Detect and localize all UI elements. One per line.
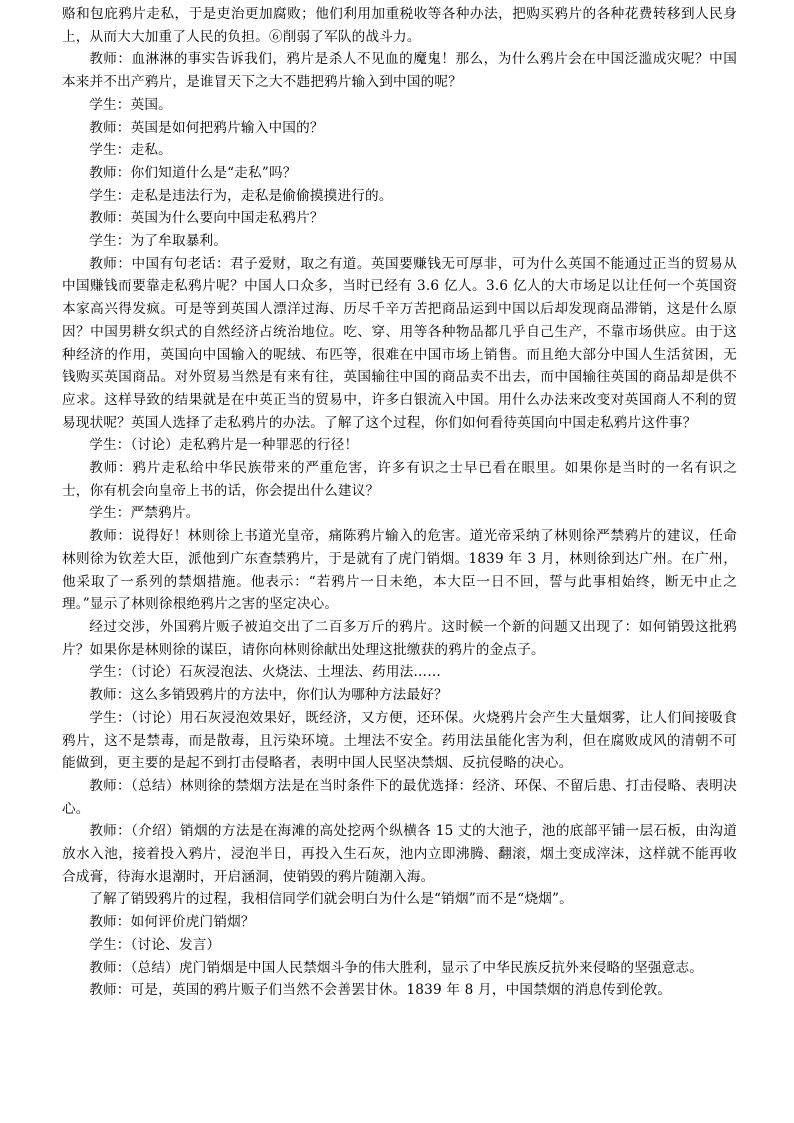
- paragraph-20: 教师：（介绍）销烟的方法是在海滩的高处挖两个纵横各 15 丈的大池子，池的底部平铺一层石板，由沟道放水入池，接着投入鸦片，浸泡半日，再投入生石灰，池内立即沸腾、翻滚，烟土变成滓沫，这样就不能再收合成膏，待海水退潮时，开启涵洞，使销毁的鸦片随潮入海。: [62, 823, 737, 885]
- paragraph-15: 经过交涉，外国鸦片贩子被迫交出了二百多万斤的鸦片。这时候一个新的问题又出现了：如何销毁这批鸦片？如果你是林则徐的谋臣，请你向林则徐献出处理这批缴获的鸦片的金点子。: [62, 618, 737, 658]
- paragraph-3: 学生：英国。: [89, 96, 172, 113]
- paragraph-2: 教师：血淋淋的事实告诉我们，鸦片是杀人不见血的魔鬼！那么，为什么鸦片会在中国泛滥成灾呢？中国本来并不出产鸦片，是谁冒天下之大不韪把鸦片输入到中国的呢？: [62, 51, 737, 91]
- paragraph-11: 学生：（讨论）走私鸦片是一种罪恶的行径！: [89, 437, 359, 454]
- paragraph-13: 学生：严禁鸦片。: [89, 505, 200, 522]
- paragraph-4: 教师：英国是如何把鸦片输入中国的？: [89, 119, 324, 136]
- paragraph-1: 赂和包庇鸦片走私，于是吏治更加腐败；他们利用加重税收等各种办法，把购买鸦片的各种花费转移到人民身上，从而大大加重了人民的负担。⑥削弱了军队的战斗力。: [62, 6, 737, 45]
- paragraph-7: 学生：走私是违法行为，走私是偷偷摸摸进行的。: [89, 187, 393, 204]
- paragraph-12: 教师：鸦片走私给中华民族带来的严重危害，许多有识之士早已看在眼里。如果你是当时的一名有识之士，你有机会向皇帝上书的话，你会提出什么建议？: [62, 460, 737, 499]
- document-page: [62, 3, 737, 1002]
- paragraph-5: 学生：走私。: [89, 142, 172, 159]
- paragraph-16: 学生：（讨论）石灰浸泡法、火烧法、土埋法、药用法……: [89, 664, 442, 681]
- paragraph-23: 学生：（讨论、发言）: [89, 936, 221, 953]
- paragraph-18: 学生：（讨论）用石灰浸泡效果好，既经济，又方便，还环保。火烧鸦片会产生大量烟雾，让人们间接吸食鸦片，这不是禁毒，而是散毒，且污染环境。土埋法不安全。药用法虽能化害为利，但在腐败成风的清朝不可能做到，更主要的是起不到打击侵略者，表明中国人民坚决禁烟、反抗侵略的决心。: [62, 709, 737, 772]
- paragraph-14: 教师：说得好！林则徐上书道光皇帝，痛陈鸦片输入的危害。道光帝采纳了林则徐严禁鸦片的建议，任命林则徐为钦差大臣，派他到广东查禁鸦片，于是就有了虎门销烟。1839 年 3 月，林则徐到达广州。在广州，他采取了一系列的禁烟措施。他表示：“若鸦片一日未绝，本大臣一日不回，誓与此事相始终，断无中止之理。”显示了林则徐根绝鸦片之害的坚定决心。: [62, 528, 737, 613]
- paragraph-8: 教师：英国为什么要向中国走私鸦片？: [89, 210, 324, 227]
- paragraph-24: 教师：（总结）虎门销烟是中国人民禁烟斗争的伟大胜利，显示了中华民族反抗外来侵略的坚强意志。: [89, 959, 704, 976]
- paragraph-6: 教师：你们知道什么是“走私”吗？: [89, 164, 297, 181]
- paragraph-17: 教师：这么多销毁鸦片的方法中，你们认为哪种方法最好？: [89, 687, 448, 704]
- paragraph-25: 教师：可是，英国的鸦片贩子们当然不会善罢甘休。1839 年 8 月，中国禁烟的消息传到伦敦。: [89, 982, 672, 999]
- paragraph-9: 学生：为了牟取暴利。: [89, 233, 228, 250]
- paragraph-21: 了解了销毁鸦片的过程，我相信同学们就会明白为什么是“销烟”而不是“烧烟”。: [89, 891, 573, 908]
- paragraph-22: 教师：如何评价虎门销烟？: [89, 914, 255, 931]
- paragraph-19: 教师：（总结）林则徐的禁烟方法是在当时条件下的最优选择：经济、环保、不留后患、打击侵略、表明决心。: [62, 777, 737, 817]
- paragraph-10: 教师：中国有句老话：君子爱财，取之有道。英国要赚钱无可厚非，可为什么英国不能通过正当的贸易从中国赚钱而要靠走私鸦片呢？中国人口众多，当时已经有 3.6 亿人。3.6 亿人的大市场足以让任何一个英国资本家高兴得发疯。可是等到英国人漂洋过海、历尽千辛万苦把商品运到中国以后却发现商品滞销，这是什么原因？中国男耕女织式的自然经济占统治地位。吃、穿、用等各种物品都几乎自己生产，不靠市场供应。由于这种经济的作用，英国向中国输入的呢绒、布匹等，很难在中国市场上销售。而且绝大部分中国人生活贫困，无钱购买英国商品。对外贸易当然是有来有往，英国输往中国的商品卖不出去，而中国输往英国的商品却是供不应求。这样导致的结果就是在中英正当的贸易中，许多白银流入中国。用什么办法来改变对英国商人不利的贸易现状呢？英国人选择了走私鸦片的办法。了解了这个过程，你们如何看待英国向中国走私鸦片这件事？: [62, 255, 737, 431]
